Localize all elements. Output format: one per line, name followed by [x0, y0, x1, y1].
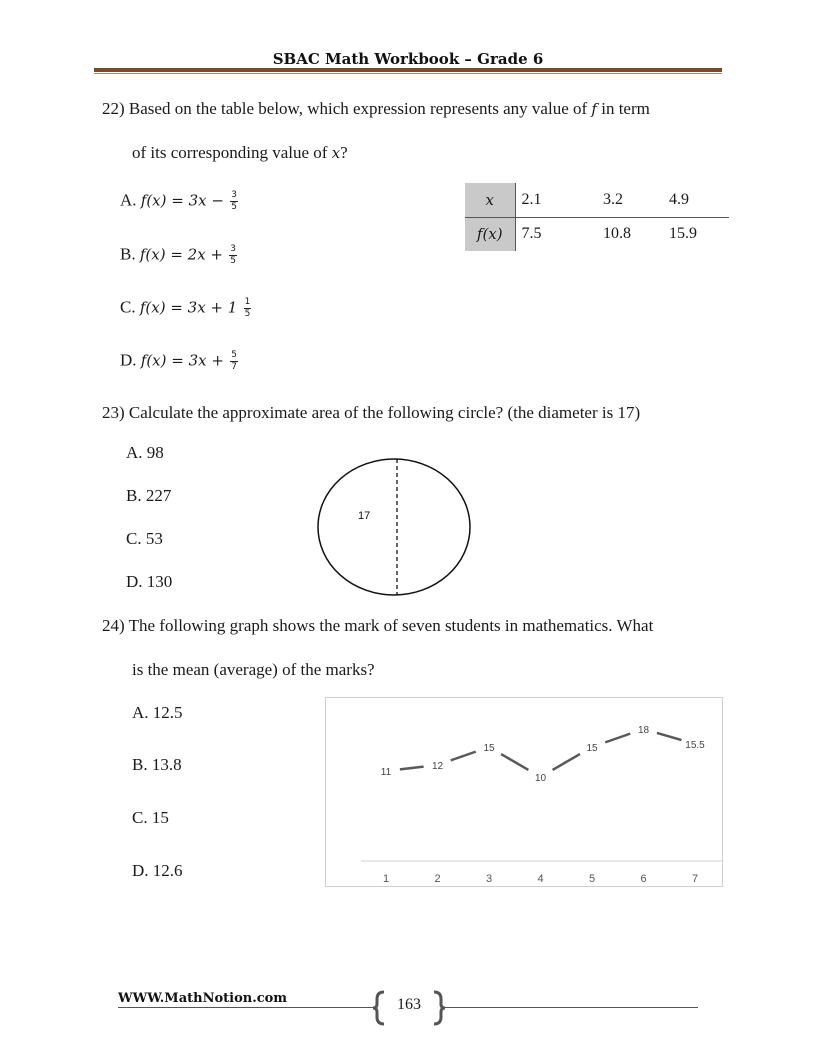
data-label: 18: [637, 725, 650, 736]
q24-option-c[interactable]: C. 15: [132, 808, 169, 827]
q22-option-d[interactable]: [120, 350, 238, 373]
header-rule: [94, 68, 722, 72]
data-label: 11: [380, 767, 392, 778]
x-tick-label: 6: [640, 873, 647, 885]
table-row: [465, 217, 729, 251]
q24-line1: [102, 616, 653, 636]
table-cell: 7.5: [521, 225, 542, 243]
x-tick-label: 7: [691, 873, 699, 885]
page-number: 163: [397, 996, 421, 1013]
table-cell: 2.1: [515, 183, 597, 217]
fraction-denominator: 5: [244, 309, 251, 319]
option-fraction: [230, 190, 238, 213]
table-header-x: x: [465, 183, 515, 217]
q22-text-a: Based on the table below, which expression represents any value of: [128, 99, 588, 118]
option-letter: B.: [120, 244, 136, 264]
fraction-numerator: 1: [244, 297, 251, 307]
q23-option-d[interactable]: D. 130: [126, 572, 173, 591]
line-segment: [553, 754, 580, 770]
line-segment: [657, 733, 682, 740]
table-cell: 10.8: [603, 225, 631, 243]
option-letter: A.: [120, 190, 137, 210]
option-expression: f(x) = 3x +: [140, 351, 224, 370]
q24-option-a[interactable]: A. 12.5: [132, 703, 183, 722]
q24-option-d[interactable]: D. 12.6: [132, 861, 183, 880]
option-fraction: [229, 244, 237, 267]
diameter-label: 17: [358, 510, 371, 522]
option-expression: f(x) = 3x −: [140, 191, 224, 210]
fraction-denominator: 5: [231, 202, 237, 212]
circle-shape: [318, 459, 470, 595]
table-cell: 3.2: [597, 183, 663, 217]
fraction-denominator: 5: [230, 256, 236, 266]
q24-line2: is the mean (average) of the marks?: [132, 660, 375, 679]
option-letter: C.: [120, 297, 136, 317]
q22-option-a[interactable]: [120, 190, 238, 213]
q24-number: 24): [102, 616, 125, 635]
q22-x-symbol: x: [331, 144, 341, 162]
q23-text: Calculate the approximate area of the following circle? (the diameter is 17): [128, 403, 641, 422]
q22-option-b[interactable]: [120, 244, 237, 267]
q22-number: 22): [102, 99, 125, 118]
page-header-title: SBAC Math Workbook – Grade 6: [272, 50, 544, 68]
q22-option-c[interactable]: [120, 297, 251, 320]
fraction-numerator: 3: [231, 190, 237, 200]
fraction-numerator: 3: [230, 244, 236, 254]
q23-question: [102, 403, 640, 423]
data-label: 15: [586, 743, 598, 754]
x-tick-label: 5: [588, 873, 596, 885]
q23-option-b[interactable]: B. 227: [126, 486, 172, 505]
q22-text-c: of its corresponding value of: [132, 143, 328, 162]
table-cell: 15.9: [669, 225, 697, 243]
chart-plot-area: [326, 698, 724, 888]
q22-text-b: in term: [601, 99, 650, 118]
q24-text-1: The following graph shows the mark of seven students in mathematics. What: [128, 616, 654, 635]
q23-option-c[interactable]: C. 53: [126, 529, 163, 548]
footer-rule-left: [118, 1007, 374, 1008]
table-header-fx: f(x): [465, 217, 515, 251]
table-cell: 4.9: [663, 183, 729, 217]
q23-number: 23): [102, 403, 125, 422]
line-segment: [501, 754, 528, 770]
option-fraction: [230, 350, 238, 373]
line-segment: [605, 734, 630, 743]
x-tick-label: 3: [485, 873, 493, 885]
header-rule-thin: [94, 73, 722, 74]
q22-line1: [102, 99, 650, 119]
q24-option-b[interactable]: B. 13.8: [132, 755, 182, 774]
data-label: 12: [431, 761, 444, 772]
footer-rule-right: [442, 1007, 698, 1008]
circle-diagram: [314, 455, 474, 600]
data-label: 15.5: [685, 740, 705, 751]
q22-value-table: [465, 183, 729, 251]
q22-text-d: ?: [340, 143, 348, 162]
footer-website: WWW.MathNotion.com: [118, 991, 288, 1006]
x-tick-label: 4: [537, 873, 544, 885]
q23-option-a[interactable]: A. 98: [126, 443, 164, 462]
option-fraction: [244, 297, 252, 320]
table-row: [465, 183, 729, 217]
fraction-denominator: 7: [231, 362, 237, 372]
q22-f-symbol: f: [591, 100, 597, 118]
data-label: 10: [534, 773, 547, 784]
marks-line-chart: [325, 697, 723, 887]
x-tick-label: 1: [382, 873, 390, 885]
x-tick-label: 2: [434, 873, 441, 885]
line-segment: [451, 752, 476, 761]
line-segment: [400, 767, 424, 770]
q22-line2: [132, 143, 348, 163]
option-expression: f(x) = 2x +: [139, 245, 224, 264]
option-expression: f(x) = 3x + 1: [139, 298, 238, 317]
option-letter: D.: [120, 350, 137, 370]
data-label: 15: [483, 743, 495, 754]
fraction-numerator: 5: [231, 350, 237, 360]
